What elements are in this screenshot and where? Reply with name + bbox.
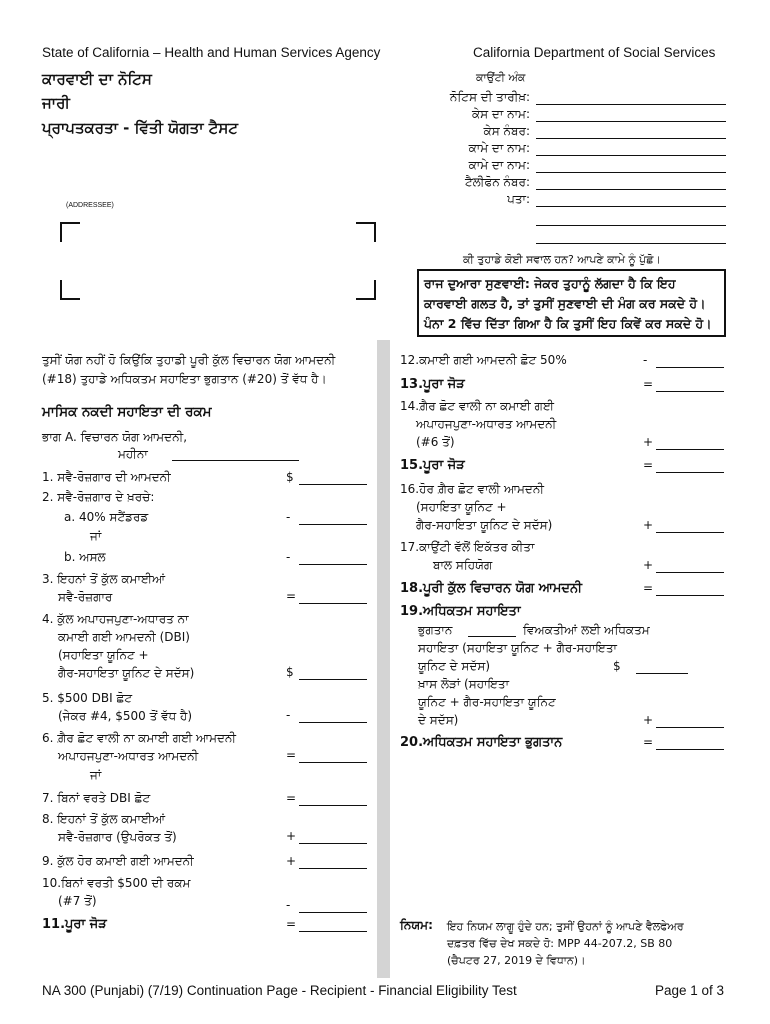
right-item-3-line-2: ਅਪਾਹਜਪੁਣਾ-ਅਧਾਰਤ ਆਮਦਨੀ	[416, 417, 557, 431]
left-item-8-amount-field[interactable]	[299, 722, 367, 723]
right-item-6-line-2: ਬਾਲ ਸਹਿਯੋਗ	[433, 558, 493, 572]
persons-count-field[interactable]	[468, 636, 516, 637]
left-item-3-line-1: a. 40% ਸਟੈਂਡਰਡ	[64, 510, 149, 524]
month-label: ਮਹੀਨਾ	[118, 447, 148, 461]
right-item-10-amount-field[interactable]	[656, 727, 724, 728]
left-item-3-operator: -	[286, 510, 291, 524]
left-item-14-amount-field[interactable]	[299, 912, 367, 913]
right-item-3-line-3: (#6 ਤੋਂ)	[416, 435, 455, 449]
notice-date-field[interactable]	[536, 104, 726, 105]
left-item-3-amount-field[interactable]	[299, 524, 367, 525]
left-item-14-line-1: 10.ਬਿਨਾਂ ਵਰਤੀ $500 ਦੀ ਰਕਮ	[42, 876, 191, 890]
left-item-12-line-2: ਸਵੈ-ਰੋਜ਼ਗਾਰ (ਉਪਰੋਕਤ ਤੋਂ)	[58, 830, 177, 844]
left-item-8-line-2: (ਜੇਕਰ #4, $500 ਤੋਂ ਵੱਧ ਹੈ)	[58, 709, 193, 723]
left-item-9-line-2: ਅਪਾਹਜਪੁਣਾ-ਅਧਾਰਤ ਆਮਦਨੀ	[58, 749, 199, 763]
right-item-3-amount-field[interactable]	[656, 449, 724, 450]
left-item-1-amount-field[interactable]	[299, 484, 367, 485]
left-item-13-line-1: 9. ਕੁੱਲ ਹੋਰ ਕਮਾਈ ਗਈ ਆਮਦਨੀ	[42, 854, 194, 868]
left-item-13-amount-field[interactable]	[299, 868, 367, 869]
left-item-6-amount-field[interactable]	[299, 603, 367, 604]
address-label: ਪਤਾ:	[507, 192, 530, 206]
left-item-15-operator: =	[286, 917, 297, 931]
left-item-5-amount-field[interactable]	[299, 564, 367, 565]
right-item-5-amount-field[interactable]	[656, 532, 724, 533]
right-item-9-line-1: ਭੁਗਤਾਨ	[418, 623, 453, 637]
right-item-11-line-1: 20.ਅਧਿਕਤਮ ਸਹਾਇਤਾ ਭੁਗਤਾਨ	[400, 735, 563, 750]
right-item-11-operator: =	[643, 735, 654, 749]
left-item-9-amount-field[interactable]	[299, 762, 367, 763]
left-item-4-line-1: ਜਾਂ	[90, 529, 102, 543]
left-item-9-operator: =	[286, 748, 297, 762]
addressee-label: (ADDRESSEE)	[66, 202, 114, 209]
questions-text: ਕੀ ਤੁਹਾਡੇ ਕੋਈ ਸਵਾਲ ਹਨ? ਆਪਣੇ ਕਾਮੇ ਨੂੰ ਪੁੱਛੋ।	[463, 253, 661, 266]
right-item-6-amount-field[interactable]	[656, 572, 724, 573]
left-item-12-line-1: 8. ਇਹਨਾਂ ਤੋਂ ਕੁੱਲ ਕਮਾਈਆਂ	[42, 812, 166, 826]
left-item-6-line-1: 3. ਇਹਨਾਂ ਤੋਂ ਕੁੱਲ ਕਮਾਈਆਂ	[42, 572, 166, 586]
left-item-11-amount-field[interactable]	[299, 805, 367, 806]
rule-text	[447, 918, 684, 969]
left-item-15-amount-field[interactable]	[299, 931, 367, 932]
case-number-field[interactable]	[536, 138, 726, 139]
left-item-14-operator: -	[286, 898, 291, 912]
page-number: Page 1 of 3	[654, 983, 724, 998]
left-item-7-line-3: (ਸਹਾਇਤਾ ਯੂਨਿਟ +	[58, 648, 149, 662]
column-divider	[377, 340, 390, 978]
part-a-label: ਭਾਗ A. ਵਿਚਾਰਨ ਯੋਗ ਆਮਦਨੀ,	[42, 430, 188, 444]
right-item-5-line-3: ਗੈਰ-ਸਹਾਇਤਾ ਯੂਨਿਟ ਦੇ ਸਦੱਸ)	[416, 518, 553, 532]
right-item-2-line-1: 13.ਪੂਰਾ ਜੋੜ	[400, 377, 465, 392]
right-item-9-extra: ਵਿਅਕਤੀਆਂ ਲਈ ਅਧਿਕਤਮ	[523, 623, 650, 637]
department-name: California Department of Social Services	[473, 45, 716, 60]
right-item-2-operator: =	[643, 377, 654, 391]
case-name-field[interactable]	[536, 121, 726, 122]
intro-line-2: (#18) ਤੁਹਾਡੇ ਅਧਿਕਤਮ ਸਹਾਇਤਾ ਭੁਗਤਾਨ (#20) ਤੋਂ ਵੱਧ ਹੈ।	[42, 372, 327, 386]
state-hearing-notice	[417, 269, 726, 337]
right-item-6-line-1: 17.ਕਾਉਂਟੀ ਵੱਲੋਂ ਇਕੱਤਰ ਕੀਤਾ	[400, 540, 535, 554]
right-item-3-line-1: 14.ਗ਼ੈਰ ਛੋਟ ਵਾਲੀ ਨਾ ਕਮਾਈ ਗਈ	[400, 399, 555, 413]
right-item-5-line-1: 16.ਹੋਰ ਗ਼ੈਰ ਛੋਟ ਵਾਲੀ ਆਮਦਨੀ	[400, 482, 544, 496]
left-item-7-amount-field[interactable]	[299, 679, 367, 680]
right-item-7-amount-field[interactable]	[656, 595, 724, 596]
rule-line-1: ਇਹ ਨਿਯਮ ਲਾਗੂ ਹੁੰਦੇ ਹਨ; ਤੁਸੀਂ ਉਹਨਾਂ ਨੂੰ ਆਪਣੇ ਵੈਲਫੇਅਰ	[447, 920, 684, 933]
rule-line-3: (ਚੈਪਟਰ 27, 2019 ਦੇ ਵਿਧਾਨ)।	[447, 954, 586, 967]
worker-name-label-2: ਕਾਮੇ ਦਾ ਨਾਮ:	[468, 158, 530, 172]
right-item-10-line-1: ਖ਼ਾਸ ਲੋੜਾਂ (ਸਹਾਇਤਾ	[418, 677, 510, 691]
form-identifier: NA 300 (Punjabi) (7/19) Continuation Page - Recipient - Financial Eligibility Test	[42, 983, 517, 998]
left-item-7-operator: $	[286, 665, 294, 679]
telephone-field[interactable]	[536, 189, 726, 190]
right-item-7-operator: =	[643, 581, 654, 595]
addressee-corner-top-right	[356, 222, 376, 242]
left-item-7-line-4: ਗੈਰ-ਸਹਾਇਤਾ ਯੂਨਿਟ ਦੇ ਸਦੱਸ)	[58, 666, 195, 680]
addressee-corner-top-left	[60, 222, 80, 242]
telephone-label: ਟੈਲੀਫੋਨ ਨੰਬਰ:	[464, 175, 530, 189]
left-item-6-line-2: ਸਵੈ-ਰੋਜ਼ਗਾਰ	[58, 590, 113, 604]
right-item-7-line-1: 18.ਪੂਰੀ ਕੁੱਲ ਵਿਚਾਰਨ ਯੋਗ ਆਮਦਨੀ	[400, 581, 583, 596]
worker-name-field[interactable]	[536, 155, 726, 156]
right-item-1-line-1: 12.ਕਮਾਈ ਗਈ ਆਮਦਨੀ ਛੋਟ 50%	[400, 353, 567, 367]
right-item-5-operator: +	[643, 518, 654, 532]
right-item-1-operator: -	[643, 353, 648, 367]
month-field[interactable]	[172, 460, 299, 461]
left-item-8-line-1: 5. $500 DBI ਛੋਟ	[42, 691, 133, 705]
left-item-8-operator: -	[286, 708, 291, 722]
hearing-line-3: ਪੰਨਾ 2 ਵਿੱਚ ਦਿੱਤਾ ਗਿਆ ਹੈ ਕਿ ਤੁਸੀਂ ਇਹ ਕਿਵੇਂ ਕਰ ਸਕਦੇ ਹੋ।	[424, 316, 712, 331]
notice-date-label: ਨੋਟਿਸ ਦੀ ਤਾਰੀਖ਼:	[449, 90, 530, 104]
worker-name-field-2[interactable]	[536, 172, 726, 173]
right-item-6-operator: +	[643, 558, 654, 572]
left-item-11-line-1: 7. ਬਿਨਾਂ ਵਰਤੇ DBI ਛੋਟ	[42, 791, 151, 805]
address-field-1[interactable]	[536, 206, 726, 207]
notice-title: ਕਾਰਵਾਈ ਦਾ ਨੋਟਿਸ	[42, 70, 152, 88]
left-item-12-amount-field[interactable]	[299, 843, 367, 844]
right-item-4-operator: =	[643, 458, 654, 472]
left-item-2-line-1: 2. ਸਵੈ-ਰੋਜ਼ਗਾਰ ਦੇ ਖ਼ਰਚੇ:	[42, 490, 155, 504]
county-stamp-label: ਕਾਉਂਟੀ ਅੰਕ	[476, 71, 526, 84]
left-item-5-operator: -	[286, 550, 291, 564]
right-item-2-amount-field[interactable]	[656, 391, 724, 392]
notice-recipient-title: ਪ੍ਰਾਪਤਕਰਤਾ - ਵਿੱਤੀ ਯੋਗਤਾ ਟੈਸਟ	[42, 119, 238, 137]
left-item-7-line-2: ਕਮਾਈ ਗਈ ਆਮਦਨੀ (DBI)	[58, 630, 190, 644]
left-item-14-line-2: (#7 ਤੋਂ)	[58, 894, 97, 908]
section-heading: ਮਾਸਿਕ ਨਕਦੀ ਸਹਾਇਤਾ ਦੀ ਰਕਮ	[42, 404, 212, 420]
right-item-9-operator: $	[613, 659, 621, 673]
rule-label: ਨਿਯਮ:	[400, 918, 433, 932]
notice-subtitle: ਜਾਰੀ	[42, 94, 70, 112]
addressee-corner-bottom-left	[60, 280, 80, 300]
left-item-1-line-1: 1. ਸਵੈ-ਰੋਜ਼ਗਾਰ ਦੀ ਆਮਦਨੀ	[42, 470, 171, 484]
left-item-13-operator: +	[286, 854, 297, 868]
right-item-3-operator: +	[643, 435, 654, 449]
agency-name: State of California – Health and Human Services Agency	[42, 45, 381, 60]
left-item-9-line-1: 6. ਗ਼ੈਰ ਛੋਟ ਵਾਲੀ ਨਾ ਕਮਾਈ ਗਈ ਆਮਦਨੀ	[42, 731, 237, 745]
right-item-8-line-1: 19.ਅਧਿਕਤਮ ਸਹਾਇਤਾ	[400, 604, 521, 619]
addressee-corner-bottom-right	[356, 280, 376, 300]
hearing-line-2: ਕਾਰਵਾਈ ਗਲਤ ਹੈ, ਤਾਂ ਤੁਸੀਂ ਸੁਣਵਾਈ ਦੀ ਮੰਗ ਕਰ ਸਕਦੇ ਹੋ।	[424, 296, 706, 311]
address-field-3[interactable]	[536, 243, 726, 244]
right-item-1-amount-field[interactable]	[656, 367, 724, 368]
worker-name-label: ਕਾਮੇ ਦਾ ਨਾਮ:	[468, 141, 530, 155]
right-item-10-line-2: ਯੂਨਿਟ + ਗੈਰ-ਸਹਾਇਤਾ ਯੂਨਿਟ	[418, 695, 556, 709]
left-item-15-line-1: 11.ਪੂਰਾ ਜੋੜ	[42, 917, 107, 932]
left-item-7-line-1: 4. ਕੁੱਲ ਅਪਾਹਜਪੁਣਾ-ਅਧਾਰਤ ਨਾ	[42, 612, 189, 626]
right-item-11-amount-field[interactable]	[656, 749, 724, 750]
right-item-10-operator: +	[643, 713, 654, 727]
right-item-4-amount-field[interactable]	[656, 472, 724, 473]
left-item-12-operator: +	[286, 829, 297, 843]
left-item-6-operator: =	[286, 589, 297, 603]
right-item-9-line-3: ਯੂਨਿਟ ਦੇ ਸਦੱਸ)	[418, 659, 491, 673]
left-item-10-line-1: ਜਾਂ	[90, 768, 102, 782]
intro-line-1: ਤੁਸੀਂ ਯੋਗ ਨਹੀਂ ਹੋ ਕਿਉਂਕਿ ਤੁਹਾਡੀ ਪੂਰੀ ਕੁੱਲ ਵਿਚਾਰਨ ਯੋਗ ਆਮਦਨੀ	[42, 353, 336, 367]
rule-line-2: ਦਫ਼ਤਰ ਵਿੱਚ ਦੇਖ ਸਕਦੇ ਹੋ: MPP 44-207.2, SB 80	[447, 937, 673, 950]
right-item-5-line-2: (ਸਹਾਇਤਾ ਯੂਨਿਟ +	[416, 500, 507, 514]
left-item-1-operator: $	[286, 470, 294, 484]
left-item-11-operator: =	[286, 791, 297, 805]
right-item-4-line-1: 15.ਪੂਰਾ ਜੋੜ	[400, 458, 465, 473]
case-number-label: ਕੇਸ ਨੰਬਰ:	[483, 124, 530, 138]
hearing-line-1: ਰਾਜ ਦੁਆਰਾ ਸੁਣਵਾਈ: ਜੇਕਰ ਤੁਹਾਨੂੰ ਲੱਗਦਾ ਹੈ ਕਿ ਇਹ	[424, 276, 676, 291]
case-name-label: ਕੇਸ ਦਾ ਨਾਮ:	[471, 107, 530, 121]
address-field-2[interactable]	[536, 225, 726, 226]
left-item-5-line-1: b. ਅਸਲ	[64, 550, 106, 564]
right-item-9-amount-field[interactable]	[636, 673, 688, 674]
right-item-10-line-3: ਦੇ ਸਦੱਸ)	[418, 713, 459, 727]
right-item-9-line-2: ਸਹਾਇਤਾ (ਸਹਾਇਤਾ ਯੂਨਿਟ + ਗੈਰ-ਸਹਾਇਤਾ	[418, 641, 617, 655]
